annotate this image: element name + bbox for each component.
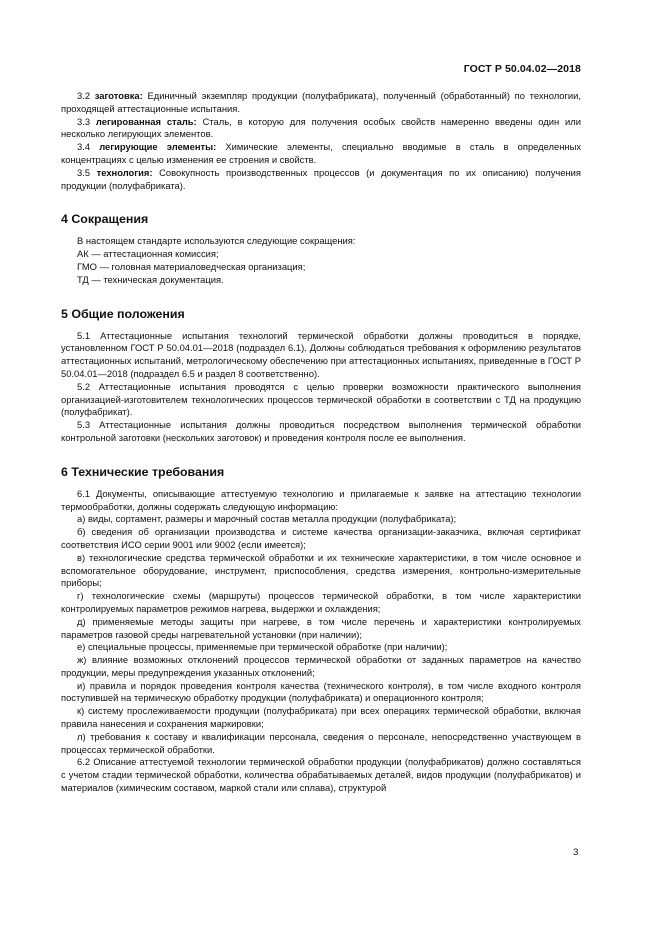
list-item: и) правила и порядок проведения контроля качества (технического контроля), в том числе входного контроля поступившей на термическую обработку продукции (полуфабриката) и операционного контроля; <box>61 679 581 704</box>
term: технология: <box>96 166 153 178</box>
section-abbreviations <box>61 211 581 286</box>
section-intro: В настоящем стандарте используются следующие сокращения: <box>77 235 356 247</box>
list-item: АК — аттестационная комиссия; <box>77 248 219 260</box>
list-item: е) специальные процессы, применяемые при термической обработке (при наличии); <box>77 641 448 653</box>
section-heading: 5 Общие положения <box>61 306 185 321</box>
list-item: к) систему прослеживаемости продукции (полуфабриката) при всех операциях термической обработки, включая правила нанесения и сохранения маркировки; <box>61 705 581 730</box>
definition-3-3: 3.3 легированная сталь: Сталь, в которую для получения особых свойств намеренно введены один или несколько легирующих элементов. <box>61 115 581 140</box>
list-item: б) сведения об организации производства и системе качества организации-заказчика, включая сертификат соответствия ИСО серии 9001 или 9002 (если имеется); <box>61 526 581 550</box>
list-item: ТД — техническая документация. <box>77 273 224 285</box>
list-item: г) технологические схемы (маршруты) процессов термической обработки, в том числе характеристики контролируемых параметров режимов нагрева, выдержки и охлаждения; <box>61 590 581 614</box>
section-heading: 6 Технические требования <box>61 464 225 479</box>
definitions-list <box>61 90 581 192</box>
definition-3-5: 3.5 технология: Совокупность производственных процессов (и документация по их описанию) получения продукции (полуфабриката). <box>61 166 581 191</box>
paragraph: 5.1 Аттестационные испытания технологий термической обработки должны проводиться в порядке, установленном ГОСТ Р 50.04.01—2018 (подраздел 6.1). Должны соблюдаться требования к оформлению результатов аттестационных испытаний, метрологическому обеспечению при аттестационных испытаниях, приведенные в ГОСТ Р 50.04.01—2018 (подраздел 6.5 и раздел 8 соответственно). <box>61 329 581 379</box>
list-item: ж) влияние возможных отклонений процессов термической обработки от заданных параметров на качество продукции, меры предупреждения указанных отклонений; <box>61 654 581 678</box>
list-item: д) применяемые методы защиты при нагреве, в том числе перечень и характеристики контролируемых параметров газовой среды нагревательной установки (при наличии); <box>61 615 581 640</box>
paragraph: 6.2 Описание аттестуемой технологии термической обработки продукции (полуфабрикатов) должно составляться с учетом стадии термической обработки, количества обрабатываемых деталей, видов продукции (полуфабрикатов) и материалов (химическим составом, маркой стали или сплава), структурой <box>61 756 581 794</box>
page-number: 3 <box>573 847 579 858</box>
definition-3-4: 3.4 легирующие элементы: Химические элементы, специально вводимые в сталь в определенных концентрациях с целью изменения ее строения и свойств. <box>61 141 582 165</box>
term: легированная сталь: <box>95 115 197 127</box>
section-intro: 6.1 Документы, описывающие аттестуемую технологию и прилагаемые к заявке на аттестацию технологии термообработки, должны содержать следующую информацию: <box>61 487 581 512</box>
definition-3-2: 3.2 заготовка: Единичный экземпляр продукции (полуфабриката), полученный (обработанный) по технологии, проходящей аттестационные испытания. <box>61 90 581 114</box>
list-item: ГМО — головная материаловедческая организация; <box>77 260 306 272</box>
term: заготовка: <box>94 90 143 101</box>
list-item: в) технологические средства термической обработки и их технические характеристики, в том числе основное и вспомогательное оборудование, инструмент, приспособления, средства измерения, контрольно-измерительные приборы; <box>61 551 581 589</box>
term: легирующие элементы: <box>99 141 217 153</box>
paragraph: 5.3 Аттестационные испытания должны проводиться посредством выполнения термической обработки контрольной заготовки (нескольких заготовок) и проведения контроля после ее выполнения. <box>61 419 581 443</box>
list-item: а) виды, сортамент, размеры и марочный состав металла продукции (полуфабриката); <box>77 513 457 525</box>
paragraph: 5.2 Аттестационные испытания проводятся с целью проверки возможности практического выполнения организацией-изготовителем технологических процессов термической обработки в соответствии с ТД на продукцию (полуфабрикат). <box>61 380 581 418</box>
section-general <box>61 306 581 445</box>
section-heading: 4 Сокращения <box>61 212 149 227</box>
list-item: л) требования к составу и квалификации персонала, сведения о персонале, непосредственно участвующем в процессах термической обработки. <box>61 730 581 755</box>
document-body <box>61 90 581 795</box>
section-technical-requirements <box>61 464 581 795</box>
document-id-header: ГОСТ Р 50.04.02—2018 <box>463 63 581 75</box>
